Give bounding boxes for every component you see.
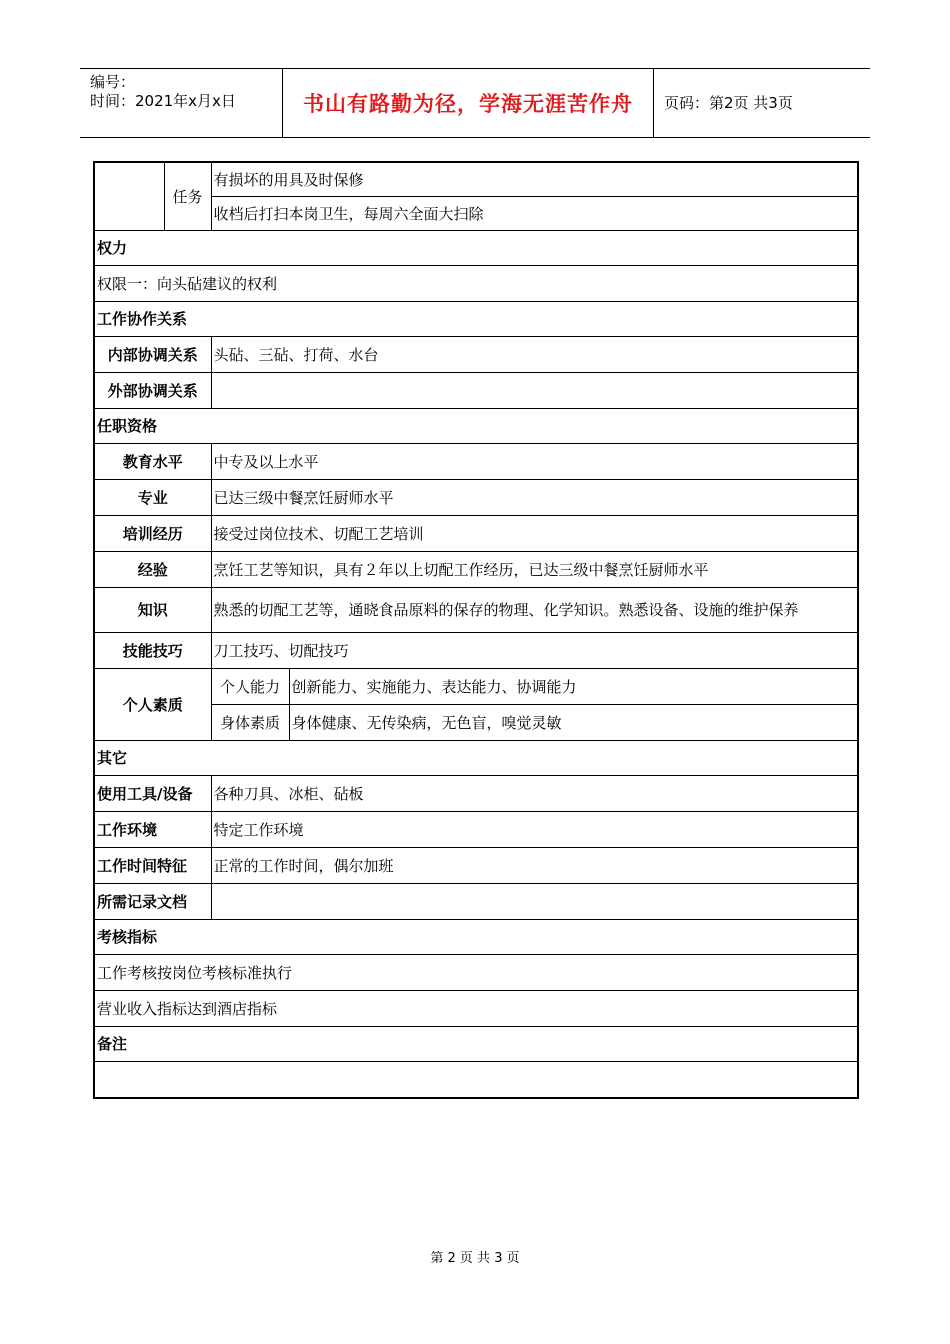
header-meta-cell (80, 69, 283, 137)
ability-label: 个人能力 (211, 669, 289, 705)
knowledge-row (94, 588, 858, 633)
external-relation-label: 外部协调关系 (94, 373, 211, 409)
page-footer: 第 2 页 共 3 页 (430, 1251, 520, 1266)
internal-relation-value: 头砧、三砧、打荷、水台 (211, 337, 858, 373)
skill-label: 技能技巧 (94, 633, 211, 669)
training-row (94, 516, 858, 552)
remarks-value (94, 1062, 858, 1099)
document-time-label: 时间：2021年x月x日 (90, 92, 236, 110)
skill-row (94, 633, 858, 669)
physical-value: 身体健康、无传染病，无色盲，嗅觉灵敏 (289, 705, 858, 741)
header-page-cell (654, 69, 870, 137)
document-number-label: 编号： (90, 73, 136, 91)
external-relation-value (211, 373, 858, 409)
work-time-row (94, 848, 858, 884)
tools-row (94, 776, 858, 812)
education-label: 教育水平 (94, 444, 211, 480)
job-description-table (93, 161, 859, 1099)
task-item: 有损坏的用具及时保修 (211, 162, 858, 197)
records-label: 所需记录文档 (94, 884, 211, 920)
section-authority (94, 231, 858, 266)
personal-ability-row (94, 669, 858, 705)
task-item: 收档后打扫本岗卫生，每周六全面大扫除 (211, 197, 858, 231)
education-row (94, 444, 858, 480)
section-title: 备注 (94, 1027, 858, 1062)
internal-relation-row (94, 337, 858, 373)
section-remarks (94, 1027, 858, 1062)
knowledge-value: 熟悉的切配工艺等，通晓食品原料的保存的物理、化学知识。熟悉设备、设施的维护保养 (211, 588, 858, 633)
environment-row (94, 812, 858, 848)
section-title: 其它 (94, 741, 858, 776)
physical-label: 身体素质 (211, 705, 289, 741)
major-value: 已达三级中餐烹饪厨师水平 (211, 480, 858, 516)
section-assessment (94, 920, 858, 955)
major-row (94, 480, 858, 516)
training-label: 培训经历 (94, 516, 211, 552)
authority-item: 权限一：向头砧建议的权利 (94, 266, 858, 302)
header-motto: 书山有路勤为径，学海无涯苦作舟 (303, 92, 633, 116)
authority-row (94, 266, 858, 302)
assessment-row (94, 955, 858, 991)
experience-label: 经验 (94, 552, 211, 588)
section-collaboration (94, 302, 858, 337)
section-other (94, 741, 858, 776)
assessment-row (94, 991, 858, 1027)
tools-label: 使用工具/设备 (94, 776, 211, 812)
experience-row (94, 552, 858, 588)
skill-value: 刀工技巧、切配技巧 (211, 633, 858, 669)
section-title: 权力 (94, 231, 858, 266)
ability-value: 创新能力、实施能力、表达能力、协调能力 (289, 669, 858, 705)
external-relation-row (94, 373, 858, 409)
header-motto-cell (283, 69, 654, 137)
knowledge-label: 知识 (94, 588, 211, 633)
personal-quality-label: 个人素质 (94, 669, 211, 741)
records-row (94, 884, 858, 920)
remarks-row (94, 1062, 858, 1099)
work-time-label: 工作时间特征 (94, 848, 211, 884)
assessment-item: 营业收入指标达到酒店指标 (94, 991, 858, 1027)
page-header (80, 68, 870, 138)
section-title: 工作协作关系 (94, 302, 858, 337)
assessment-item: 工作考核按岗位考核标准执行 (94, 955, 858, 991)
task-row (94, 162, 858, 197)
experience-value: 烹饪工艺等知识，具有２年以上切配工作经历，已达三级中餐烹饪厨师水平 (211, 552, 858, 588)
section-title: 考核指标 (94, 920, 858, 955)
tools-value: 各种刀具、冰柜、砧板 (211, 776, 858, 812)
education-value: 中专及以上水平 (211, 444, 858, 480)
records-value (211, 884, 858, 920)
environment-label: 工作环境 (94, 812, 211, 848)
environment-value: 特定工作环境 (211, 812, 858, 848)
section-title: 任职资格 (94, 409, 858, 444)
task-empty-cell (94, 162, 164, 231)
header-page-info: 页码：第2页 共3页 (664, 94, 793, 112)
training-value: 接受过岗位技术、切配工艺培训 (211, 516, 858, 552)
internal-relation-label: 内部协调关系 (94, 337, 211, 373)
section-qualification (94, 409, 858, 444)
work-time-value: 正常的工作时间，偶尔加班 (211, 848, 858, 884)
major-label: 专业 (94, 480, 211, 516)
task-label: 任务 (164, 162, 211, 231)
